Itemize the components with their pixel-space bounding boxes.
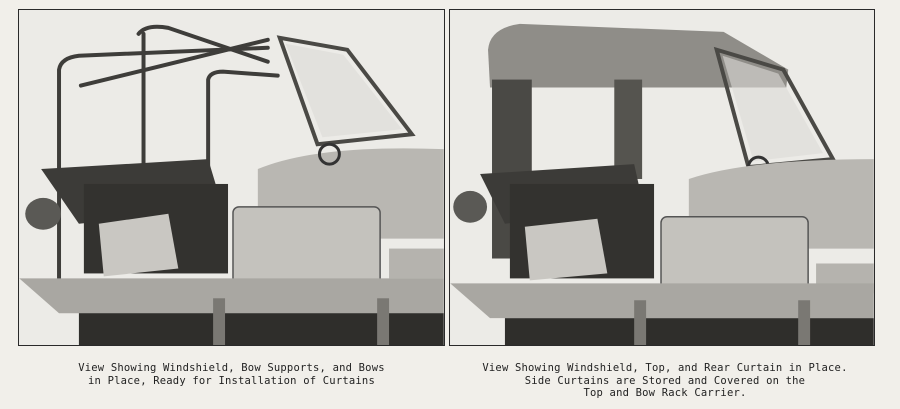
caption-right-line-1: View Showing Windshield, Top, and Rear Curtain in Place. [482,362,848,374]
caption-left-line-1: View Showing Windshield, Bow Supports, and Bows [78,362,385,374]
caption-left-line-2: in Place, Ready for Installation of Curtains [88,374,375,387]
photo-windshield-bows [18,9,445,346]
vehicle-bows-illustration [19,10,444,345]
caption-right [449,362,881,400]
vehicle-top-illustration [450,10,874,345]
photo-windshield-top-curtain [449,9,875,346]
caption-left [18,362,445,387]
caption-right-line-2: Side Curtains are Stored and Covered on the [524,374,806,387]
caption-right-line-3: Top and Bow Rack Carrier. [583,387,747,399]
